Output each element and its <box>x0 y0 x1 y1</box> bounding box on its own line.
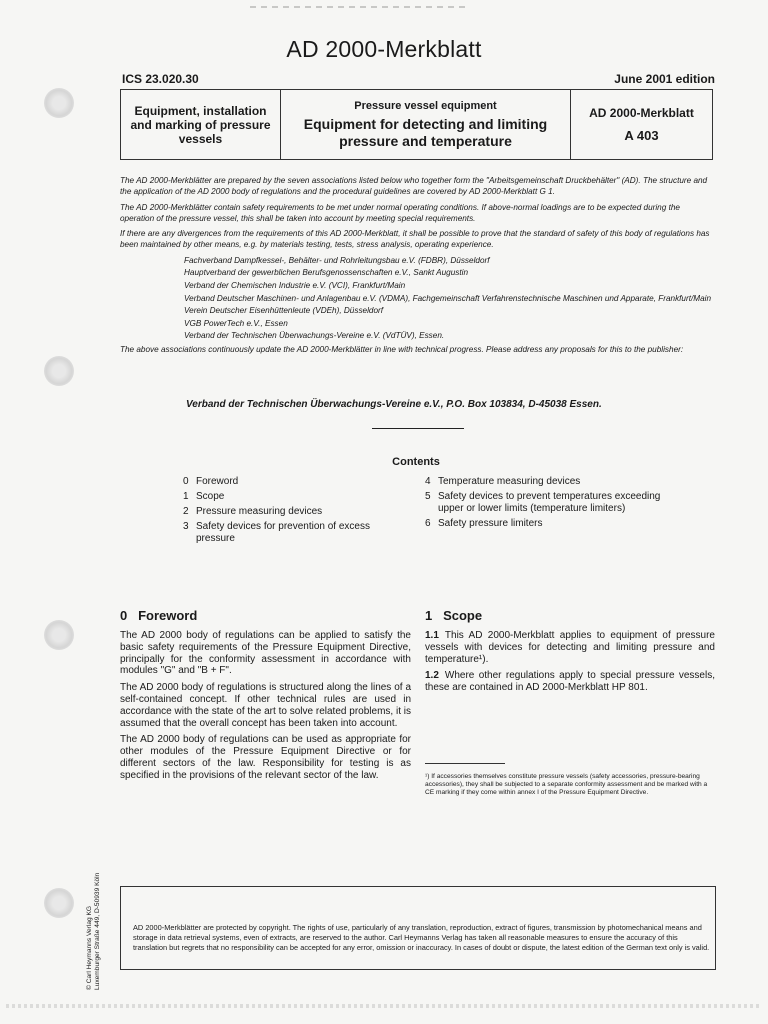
divider <box>372 428 464 429</box>
foreword-paragraph: The AD 2000 body of regulations is structured along the lines of a self-contained concept. If other technical rules are used in accordance with the state of the art to solve related problems, it is assumed that the overall concept has been taken into account. <box>120 682 411 729</box>
publisher-name: © Carl Heymanns Verlag KG <box>86 905 93 990</box>
contents-item <box>425 491 675 515</box>
scan-artifact <box>6 1004 762 1008</box>
punch-hole <box>44 356 74 386</box>
scope-heading <box>425 608 482 623</box>
contents-item-number: 2 <box>183 506 189 517</box>
association-item: VGB PowerTech e.V., Essen <box>184 318 288 328</box>
association-item: Verband Deutscher Maschinen- und Anlagenbau e.V. (VDMA), Fachgemeinschaft Verfahrenstechnische Maschinen und Apparate, Frankfurt/Main <box>184 293 712 303</box>
edition-date: June 2001 edition <box>614 72 715 86</box>
association-item: Hauptverband der gewerblichen Berufsgenossenschaften e.V., Sankt Augustin <box>184 268 469 278</box>
intro-paragraph: The AD 2000-Merkblätter are prepared by the seven associations listed below who together form the "Arbeitsgemeinschaft Druckbehälter" (AD). The structure and the application of the AD 2000 body of regulations and the procedural guidelines are covered by AD 2000-Merkblatt G 1. <box>120 176 708 197</box>
contents-item <box>183 476 403 488</box>
contents-item-number: 6 <box>425 518 431 529</box>
document-id-cell <box>571 90 712 159</box>
intro-paragraph: The AD 2000-Merkblätter contain safety requirements to be met under normal operating conditions. If above-normal loadings are to be expected during the operation of the pressure vessel, this shall be taken into account by meeting special requirements. <box>120 202 680 223</box>
clause-text: This AD 2000-Merkblatt applies to equipment of pressure vessels with devices for detecting and limiting pressure and temperature¹). <box>425 630 715 665</box>
association-item: Verband der Technischen Überwachungs-Vereine e.V. (VdTÜV), Essen. <box>184 331 445 341</box>
contents-item <box>183 506 403 518</box>
clause-number: 1.1 <box>425 630 439 641</box>
copyright-box <box>120 886 716 970</box>
doc-series: AD 2000-Merkblatt <box>589 106 694 120</box>
scope-body <box>425 630 715 699</box>
section-number: 1 <box>425 608 433 623</box>
intro-section <box>120 175 716 359</box>
contents-item <box>183 521 403 545</box>
scope-paragraph <box>425 670 715 694</box>
section-number: 0 <box>120 608 128 623</box>
document-title: AD 2000-Merkblatt <box>286 36 482 62</box>
punch-hole <box>44 88 74 118</box>
contents-item-label: Safety devices to prevent temperatures exceeding upper or lower limits (temperature limiters) <box>438 491 661 514</box>
clause-text: Where other regulations apply to special pressure vessels, these are contained in AD 2000-Merkblatt HP 801. <box>425 670 715 694</box>
publisher-imprint <box>86 820 102 990</box>
footnote-divider <box>425 763 505 764</box>
punch-hole <box>44 620 74 650</box>
category-cell <box>121 90 281 159</box>
contents-item-label: Temperature measuring devices <box>438 476 581 487</box>
contents-item-number: 3 <box>183 521 189 532</box>
section-title: Foreword <box>138 608 198 623</box>
association-item: Fachverband Dampfkessel-, Behälter- und Rohrleitungsbau e.V. (FDBR), Düsseldorf <box>184 255 490 265</box>
contents-item-label: Foreword <box>196 476 239 487</box>
contents-item-label: Scope <box>196 491 225 502</box>
contents-item-number: 5 <box>425 491 431 502</box>
ics-code: ICS 23.020.30 <box>122 72 199 86</box>
scope-paragraph <box>425 630 715 665</box>
footnote: ¹) If accessories themselves constitute pressure vessels (safety accessories, pressure-bearing accessories), they shall be subjected to a separate conformity assessment and be marked with a CE marking if they come within annex I of the Pressure Equipment Directive. <box>425 773 708 797</box>
contents-item-label: Pressure measuring devices <box>196 506 323 517</box>
subject-title: Equipment for detecting and limiting pressure and temperature <box>303 115 548 149</box>
contents-item-number: 4 <box>425 476 431 487</box>
category-label: Equipment, installation and marking of pressure vessels <box>130 103 271 146</box>
association-list <box>184 255 716 342</box>
contents-list-right <box>425 476 675 533</box>
foreword-paragraph: The AD 2000 body of regulations can be applied to satisfy the basic safety requirements of the Pressure Equipment Directive, principally for the conformity assessment in accordance with modules "G" and "B + F". <box>120 630 411 677</box>
publisher-street: Luxemburger Straße 449, D-50939 Köln <box>94 872 101 990</box>
subject-group: Pressure vessel equipment <box>354 99 497 112</box>
foreword-body <box>120 630 411 787</box>
contents-list-left <box>183 476 403 548</box>
copyright-notice: AD 2000-Merkblätter are protected by copyright. The rights of use, particularly of any translation, reproduction, extract of figures, transmission by photomechanical means and storage in data retrieval systems, even of extracts, are reserved to the author. Carl Heymanns Verlag has taken all reasonable measures to ensure the accuracy of this translation but regrets that no responsibility can be accepted for any error, omission or inaccuracy. In cases of doubt or dispute, the latest edition of the German text only is valid. <box>133 923 710 952</box>
clause-number: 1.2 <box>425 670 439 682</box>
contents-item-label: Safety devices for prevention of excess pressure <box>196 521 370 544</box>
section-title: Scope <box>443 608 483 623</box>
contents-item <box>425 476 675 488</box>
publisher-address: Verband der Technischen Überwachungs-Vereine e.V., P.O. Box 103834, D-45038 Essen. <box>186 399 602 410</box>
intro-paragraph: If there are any divergences from the requirements of this AD 2000-Merkblatt, it shall be possible to prove that the standard of safety of this body of regulations has been maintained by other means, e.g. by materials testing, tests, stress analysis, operating experience. <box>120 229 710 250</box>
contents-title: Contents <box>392 456 440 468</box>
intro-paragraph: The above associations continuously update the AD 2000-Merkblätter in line with technical progress. Please address any proposals for this to the publisher: <box>120 344 684 354</box>
contents-item-number: 1 <box>183 491 189 502</box>
association-item: Verband der Chemischen Industrie e.V. (VCI), Frankfurt/Main <box>184 280 406 290</box>
contents-item-label: Safety pressure limiters <box>438 518 543 529</box>
punch-hole <box>44 888 74 918</box>
foreword-paragraph: The AD 2000 body of regulations can be used as appropriate for other modules of the Pressure Equipment Directive or for different sectors of the law. Responsibility for testing is as specified in the provisions of the relevant sector of the law. <box>120 734 411 781</box>
association-item: Verein Deutscher Eisenhüttenleute (VDEh), Düsseldorf <box>184 306 384 316</box>
header-table <box>120 89 713 160</box>
subject-cell <box>281 90 571 159</box>
contents-item <box>183 491 403 503</box>
contents-item-number: 0 <box>183 476 189 487</box>
foreword-heading <box>120 608 197 623</box>
contents-item <box>425 518 675 530</box>
doc-number: A 403 <box>624 128 659 143</box>
scan-artifact <box>250 6 470 8</box>
